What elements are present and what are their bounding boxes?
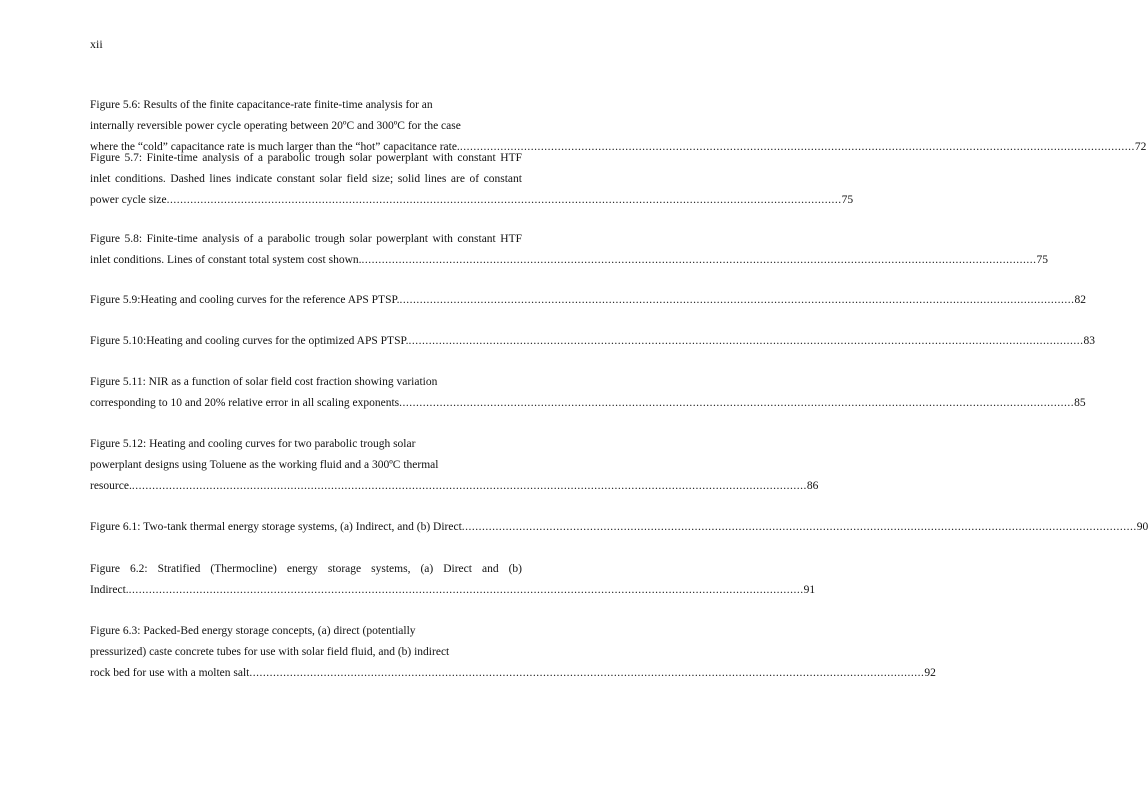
entry-line: corresponding to 10 and 20% relative error in all scaling exponents [90,397,400,409]
entry-line: Figure 5.11: NIR as a function of solar field cost fraction showing variation [90,376,438,388]
entry-line: Figure 5.12: Heating and cooling curves for two parabolic trough solar [90,438,416,450]
dot-leader: ........................................................................................................................................................................................................ [166,194,842,206]
entry-page: 85 [1074,397,1086,409]
entry-page: 82 [1074,294,1086,306]
entry-page: 91 [803,584,816,596]
dot-leader: ........................................................................................................................................................................................................ [459,141,1135,153]
entry-line: power cycle size [90,194,167,206]
entry-line: Figure 5.9:Heating and cooling curves for the reference APS PTSP. [90,294,400,306]
toc-entry-fig-5-10[interactable] [90,331,1095,352]
toc-entry-fig-6-1[interactable] [90,517,1148,538]
entry-line: internally reversible power cycle operating between 20ºC and 300ºC for the case [90,120,461,132]
dot-leader: ........................................................................................................................................................................................................ [399,397,1075,409]
dot-leader: ........................................................................................................................................................................................................ [361,254,1037,266]
toc-entry-fig-5-8[interactable] [90,229,1048,271]
entry-line: Figure 6.3: Packed-Bed energy storage concepts, (a) direct (potentially [90,625,416,637]
entry-line: powerplant designs using Toluene as the working fluid and a 300ºC thermal [90,459,439,471]
entry-line: pressurized) caste concrete tubes for use with solar field fluid, and (b) indirect [90,646,450,658]
dot-leader: ........................................................................................................................................................................................................ [408,335,1084,347]
toc-entry-fig-5-11[interactable] [90,372,1086,414]
entry-line: inlet conditions. Lines of constant total system cost shown. [90,254,362,266]
entry-page: 86 [806,480,819,492]
entry-line: Figure 6.2: Stratified (Thermocline) energy storage systems, (a) Direct and (b) [90,563,522,575]
entry-page: 75 [1036,254,1048,266]
toc-entry-fig-5-7[interactable] [90,148,854,211]
dot-leader: ........................................................................................................................................................................................................ [399,294,1075,306]
entry-page: 83 [1083,335,1095,347]
entry-line: where the “cold” capacitance rate is much larger than the “hot” capacitance rate. [90,141,460,153]
entry-page: 90 [1136,521,1148,533]
toc-entry-fig-6-3[interactable] [90,621,936,684]
toc-entry-fig-5-12[interactable] [90,434,819,497]
entry-line: Figure 6.1: Two-tank thermal energy storage systems, (a) Indirect, and (b) Direct [90,521,462,533]
dot-leader: ........................................................................................................................................................................................................ [461,521,1137,533]
toc-entry-fig-5-9[interactable] [90,290,1086,311]
entry-line: inlet conditions. Dashed lines indicate constant solar field size; solid lines are of constant [90,173,522,185]
dot-leader: ........................................................................................................................................................................................................ [131,480,807,492]
entry-line: rock bed for use with a molten salt [90,667,250,679]
entry-line: Figure 5.10:Heating and cooling curves for the optimized APS PTSP. [90,335,409,347]
toc-entry-fig-6-2[interactable] [90,559,816,601]
dot-leader: ........................................................................................................................................................................................................ [128,584,804,596]
entry-page: 92 [924,667,936,679]
entry-page: 72 [1134,141,1147,153]
entry-line: Figure 5.6: Results of the finite capacitance-rate finite-time analysis for an [90,99,433,111]
entry-line: Figure 5.8: Finite-time analysis of a parabolic trough solar powerplant with constant HTF [90,233,522,245]
dot-leader: ........................................................................................................................................................................................................ [249,667,925,679]
entry-page: 75 [841,194,854,206]
entry-line: resource. [90,480,132,492]
page-number: xii [90,37,103,51]
entry-line: Indirect. [90,584,129,596]
entry-line: Figure 5.7: Finite-time analysis of a parabolic trough solar powerplant with constant HTF [90,152,522,164]
